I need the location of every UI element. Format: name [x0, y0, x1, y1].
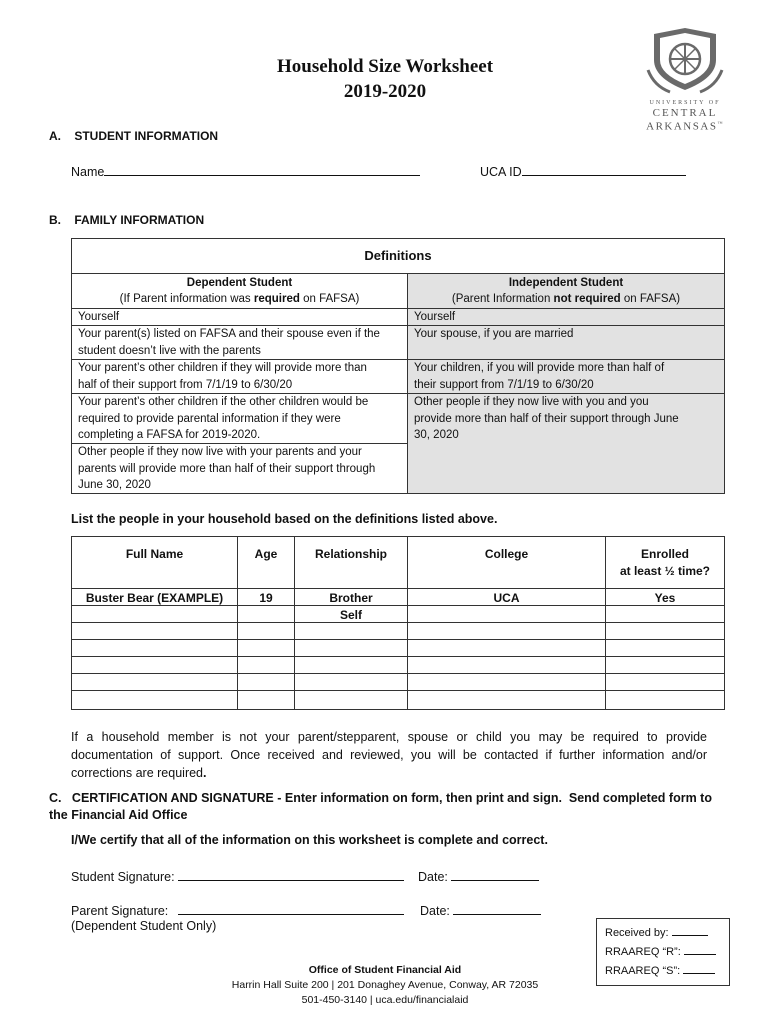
logo-line1: UNIVERSITY OF [649, 100, 721, 106]
example-enrolled: Yes [654, 591, 676, 605]
dependent-row: Yourself [78, 311, 120, 323]
footer-office: Office of Student Financial Aid [308, 964, 462, 976]
certify-statement: I/We certify that all of the information on this worksheet is complete and correct. [71, 833, 548, 847]
student-signature-field[interactable] [71, 868, 404, 884]
example-college: UCA [493, 591, 520, 605]
student-signature-label: Student Signature: [71, 870, 175, 884]
section-b-heading: B. FAMILY INFORMATION [49, 213, 205, 227]
student-date-label: Date: [418, 870, 448, 884]
col-header-college: College [484, 547, 529, 561]
parent-note: (Dependent Student Only) [71, 919, 217, 933]
name-input-line[interactable] [104, 163, 420, 176]
footer-contact: 501-450-3140 | uca.edu/financialaid [301, 994, 469, 1006]
parent-date-label: Date: [420, 904, 450, 918]
documentation-note: If a household member is not your parent/stepparent, spouse or child you may be required to provide documentation of support. Once received and reviewed, you will be contacted if further information and/or corrections are required. [71, 730, 707, 780]
uca-id-field[interactable] [480, 163, 686, 179]
independent-row: Your spouse, if you are married [414, 328, 574, 340]
definitions-title: Definitions [72, 239, 724, 274]
self-relationship: Self [339, 608, 362, 622]
dependent-row: Your parent’s other children if the other children would be required to provide parental information if they were completing a FAFSA for 2019-2020. [78, 396, 369, 442]
col-header-age: Age [254, 547, 278, 561]
page-year: 2019-2020 [343, 81, 427, 102]
independent-heading: Independent Student [508, 277, 624, 289]
dependent-subheading: (If Parent information was required on FAFSA) [119, 293, 360, 305]
received-by: Received by: [605, 924, 721, 943]
independent-subheading: (Parent Information not required on FAFSA) [451, 293, 681, 305]
uca-id-label: UCA ID [480, 165, 522, 179]
household-table [71, 536, 725, 710]
col-header-full-name: Full Name [125, 547, 184, 561]
page-title: Household Size Worksheet [276, 56, 494, 77]
uca-shield-icon [640, 26, 730, 96]
logo-line3: ARKANSAS™ [646, 120, 724, 133]
dependent-row: Your parent(s) listed on FAFSA and their spouse even if the student doesn’t live with the parents [78, 328, 380, 357]
name-field[interactable] [71, 163, 420, 179]
example-relationship: Brother [329, 591, 373, 605]
student-signature-line[interactable] [178, 868, 404, 881]
parent-signature-label: Parent Signature: [71, 904, 169, 918]
parent-signature-line[interactable] [178, 902, 404, 915]
university-logo [640, 26, 730, 133]
footer-address: Harrin Hall Suite 200 | 201 Donaghey Avenue, Conway, AR 72035 [231, 979, 539, 991]
parent-signature-field[interactable] [71, 902, 404, 918]
parent-date-field[interactable] [420, 902, 541, 918]
student-date-line[interactable] [451, 868, 539, 881]
name-label: Name [71, 165, 105, 179]
parent-date-line[interactable] [453, 902, 541, 915]
logo-line2: CENTRAL [652, 107, 718, 119]
independent-row: Your children, if you will provide more than half of their support from 7/1/19 to 6/30/20 [414, 362, 665, 391]
col-header-relationship: Relationship [314, 547, 387, 561]
example-age: 19 [259, 591, 273, 605]
independent-row: Yourself [414, 311, 456, 323]
section-c-heading: C. CERTIFICATION AND SIGNATURE - Enter information on form, then print and sign. Send completed form to the Financial Aid Office [49, 791, 712, 822]
definitions-table [71, 238, 725, 494]
list-instruction: List the people in your household based on the definitions listed above. [71, 512, 498, 526]
rraareq-r: RRAAREQ “R”: [605, 943, 721, 962]
uca-id-input-line[interactable] [522, 163, 686, 176]
example-full-name: Buster Bear (EXAMPLE) [85, 591, 224, 605]
dependent-heading: Dependent Student [186, 277, 293, 289]
col-header-enrolled: Enrolled at least ½ time? [619, 547, 711, 578]
independent-row: Other people if they now live with you and you provide more than half of their support through June 30, 2020 [414, 396, 679, 442]
rraareq-s: RRAAREQ “S”: [605, 962, 721, 981]
dependent-row: Your parent’s other children if they will provide more than half of their support from 7/1/19 to 6/30/20 [78, 362, 367, 391]
dependent-row: Other people if they now live with your parents and your parents will provide more than half of their support through June 30, 2020 [78, 446, 376, 492]
student-date-field[interactable] [418, 868, 539, 884]
section-a-heading: A. STUDENT INFORMATION [49, 129, 219, 143]
